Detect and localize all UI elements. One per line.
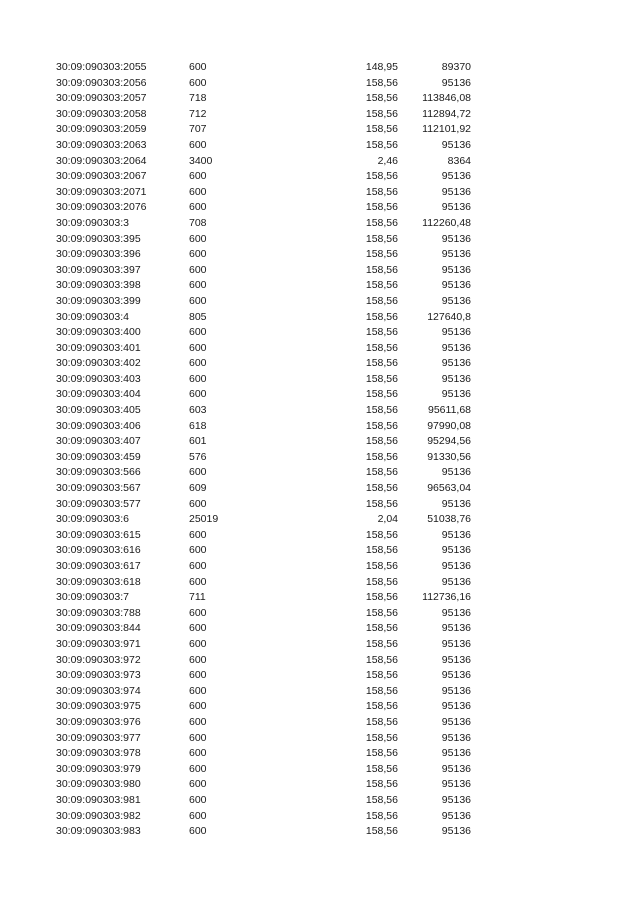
cadastral-number-cell: 30:09:090303:971 (56, 637, 141, 650)
value-cell: 95136 (441, 185, 471, 198)
table-row (0, 122, 640, 138)
cadastral-number-cell: 30:09:090303:459 (56, 450, 141, 463)
table-row (0, 278, 640, 294)
rate-cell: 158,56 (365, 263, 398, 276)
rate-cell: 158,56 (365, 279, 398, 292)
table-row (0, 793, 640, 809)
cadastral-number-cell: 30:09:090303:974 (56, 684, 141, 697)
area-cell: 805 (189, 310, 207, 323)
area-cell: 600 (189, 825, 207, 838)
rate-cell: 158,56 (365, 326, 398, 339)
table-row (0, 559, 640, 575)
cadastral-number-cell: 30:09:090303:983 (56, 825, 141, 838)
value-cell: 97990,08 (427, 419, 471, 432)
cadastral-number-cell: 30:09:090303:981 (56, 793, 141, 806)
area-cell: 601 (189, 435, 207, 448)
area-cell: 718 (189, 92, 207, 105)
value-cell: 112260,48 (422, 216, 471, 229)
cadastral-number-cell: 30:09:090303:407 (56, 435, 141, 448)
rate-cell: 158,56 (365, 123, 398, 136)
cadastral-number-cell: 30:09:090303:973 (56, 669, 141, 682)
cadastral-number-cell: 30:09:090303:2058 (56, 107, 147, 120)
cadastral-number-cell: 30:09:090303:2064 (56, 154, 147, 167)
area-cell: 618 (189, 419, 207, 432)
cadastral-number-cell: 30:09:090303:4 (56, 310, 129, 323)
cadastral-number-cell: 30:09:090303:577 (56, 497, 141, 510)
area-cell: 600 (189, 466, 207, 479)
value-cell: 91330,56 (427, 450, 471, 463)
cadastral-number-cell: 30:09:090303:979 (56, 762, 141, 775)
cadastral-number-cell: 30:09:090303:399 (56, 294, 141, 307)
value-cell: 95136 (441, 653, 471, 666)
table-row (0, 606, 640, 622)
value-cell: 95136 (441, 575, 471, 588)
cadastral-number-cell: 30:09:090303:972 (56, 653, 141, 666)
value-cell: 95136 (441, 201, 471, 214)
rate-cell: 158,56 (365, 637, 398, 650)
table-row (0, 715, 640, 731)
table-row (0, 497, 640, 513)
table-row (0, 263, 640, 279)
value-cell: 95136 (441, 762, 471, 775)
rate-cell: 158,56 (365, 653, 398, 666)
area-cell: 600 (189, 793, 207, 806)
table-row (0, 465, 640, 481)
rate-cell: 158,56 (365, 404, 398, 417)
rate-cell: 158,56 (365, 482, 398, 495)
area-cell: 600 (189, 326, 207, 339)
cadastral-number-cell: 30:09:090303:980 (56, 778, 141, 791)
rate-cell: 158,56 (365, 825, 398, 838)
table-row (0, 450, 640, 466)
rate-cell: 158,56 (365, 232, 398, 245)
value-cell: 95136 (441, 606, 471, 619)
table-row (0, 294, 640, 310)
cadastral-number-cell: 30:09:090303:976 (56, 715, 141, 728)
rate-cell: 158,56 (365, 372, 398, 385)
rate-cell: 158,56 (365, 560, 398, 572)
cadastral-number-cell: 30:09:090303:402 (56, 357, 141, 370)
area-cell: 600 (189, 263, 207, 276)
rate-cell: 148,95 (365, 61, 398, 73)
area-cell: 600 (189, 388, 207, 401)
table-row (0, 91, 640, 107)
value-cell: 51038,76 (427, 513, 471, 526)
cadastral-number-cell: 30:09:090303:982 (56, 809, 141, 822)
area-cell: 609 (189, 482, 207, 495)
area-cell: 600 (189, 669, 207, 682)
area-cell: 600 (189, 279, 207, 292)
table-row (0, 543, 640, 559)
rate-cell: 158,56 (365, 778, 398, 791)
rate-cell: 2,46 (377, 154, 398, 167)
area-cell: 600 (189, 138, 207, 151)
cadastral-number-cell: 30:09:090303:2059 (56, 123, 147, 136)
rate-cell: 158,56 (365, 700, 398, 713)
value-cell: 95136 (441, 497, 471, 510)
table-row (0, 512, 640, 528)
cadastral-number-cell: 30:09:090303:403 (56, 372, 141, 385)
value-cell: 89370 (441, 61, 471, 73)
rate-cell: 158,56 (365, 76, 398, 89)
table-row (0, 824, 640, 840)
table-row (0, 200, 640, 216)
value-cell: 95136 (441, 232, 471, 245)
cadastral-number-cell: 30:09:090303:616 (56, 544, 141, 557)
cadastral-number-cell: 30:09:090303:788 (56, 606, 141, 619)
value-cell: 8364 (447, 154, 471, 167)
rate-cell: 158,56 (365, 107, 398, 120)
rate-cell: 158,56 (365, 92, 398, 105)
rate-cell: 158,56 (365, 185, 398, 198)
area-cell: 600 (189, 809, 207, 822)
cadastral-number-cell: 30:09:090303:2071 (56, 185, 147, 198)
value-cell: 95136 (441, 326, 471, 339)
table-row (0, 809, 640, 825)
value-cell: 112736,16 (422, 591, 471, 604)
table-row (0, 232, 640, 248)
table-row (0, 356, 640, 372)
cadastral-number-cell: 30:09:090303:978 (56, 747, 141, 760)
area-cell: 600 (189, 357, 207, 370)
area-cell: 600 (189, 560, 207, 572)
area-cell: 600 (189, 341, 207, 354)
value-cell: 95136 (441, 731, 471, 744)
table-row (0, 169, 640, 185)
table-row (0, 668, 640, 684)
value-cell: 112894,72 (422, 107, 471, 120)
value-cell: 95611,68 (427, 404, 471, 417)
value-cell: 113846,08 (422, 92, 471, 105)
rate-cell: 158,56 (365, 684, 398, 697)
area-cell: 600 (189, 747, 207, 760)
value-cell: 95136 (441, 294, 471, 307)
cadastral-number-cell: 30:09:090303:7 (56, 591, 129, 604)
area-cell: 708 (189, 216, 207, 229)
rate-cell: 158,56 (365, 793, 398, 806)
cadastral-number-cell: 30:09:090303:618 (56, 575, 141, 588)
area-cell: 600 (189, 76, 207, 89)
area-cell: 600 (189, 294, 207, 307)
cadastral-number-cell: 30:09:090303:405 (56, 404, 141, 417)
table-row (0, 341, 640, 357)
rate-cell: 158,56 (365, 341, 398, 354)
value-cell: 95136 (441, 715, 471, 728)
rate-cell: 158,56 (365, 450, 398, 463)
cadastral-number-cell: 30:09:090303:397 (56, 263, 141, 276)
value-cell: 95136 (441, 341, 471, 354)
rate-cell: 158,56 (365, 731, 398, 744)
rate-cell: 158,56 (365, 419, 398, 432)
rate-cell: 158,56 (365, 248, 398, 261)
area-cell: 707 (189, 123, 207, 136)
table-row (0, 434, 640, 450)
rate-cell: 158,56 (365, 606, 398, 619)
value-cell: 95136 (441, 263, 471, 276)
table-row (0, 590, 640, 606)
rate-cell: 158,56 (365, 528, 398, 541)
table-row (0, 528, 640, 544)
cadastral-number-cell: 30:09:090303:404 (56, 388, 141, 401)
rate-cell: 158,56 (365, 622, 398, 635)
rate-cell: 158,56 (365, 669, 398, 682)
table-row (0, 621, 640, 637)
cadastral-number-cell: 30:09:090303:2056 (56, 76, 147, 89)
rate-cell: 158,56 (365, 388, 398, 401)
rate-cell: 158,56 (365, 357, 398, 370)
area-cell: 600 (189, 715, 207, 728)
value-cell: 95136 (441, 637, 471, 650)
value-cell: 95136 (441, 248, 471, 261)
rate-cell: 158,56 (365, 435, 398, 448)
value-cell: 95136 (441, 700, 471, 713)
rate-cell: 158,56 (365, 170, 398, 183)
area-cell: 600 (189, 762, 207, 775)
table-row (0, 247, 640, 263)
table-row (0, 403, 640, 419)
area-cell: 600 (189, 622, 207, 635)
value-cell: 95136 (441, 747, 471, 760)
area-cell: 600 (189, 248, 207, 261)
value-cell: 95136 (441, 372, 471, 385)
cadastral-number-cell: 30:09:090303:567 (56, 482, 141, 495)
area-cell: 3400 (189, 154, 213, 167)
cadastral-number-cell: 30:09:090303:975 (56, 700, 141, 713)
table-row (0, 699, 640, 715)
value-cell: 95136 (441, 793, 471, 806)
rate-cell: 158,56 (365, 544, 398, 557)
table-row (0, 762, 640, 778)
table-row (0, 310, 640, 326)
table-row (0, 76, 640, 92)
table-row (0, 154, 640, 170)
area-cell: 25019 (189, 513, 219, 526)
cadastral-number-cell: 30:09:090303:2057 (56, 92, 147, 105)
value-cell: 95136 (441, 388, 471, 401)
rate-cell: 158,56 (365, 466, 398, 479)
value-cell: 95136 (441, 669, 471, 682)
value-cell: 95136 (441, 357, 471, 370)
cadastral-number-cell: 30:09:090303:406 (56, 419, 141, 432)
area-cell: 600 (189, 170, 207, 183)
table-row (0, 107, 640, 123)
rate-cell: 158,56 (365, 809, 398, 822)
cadastral-number-cell: 30:09:090303:395 (56, 232, 141, 245)
area-cell: 711 (189, 591, 206, 604)
value-cell: 127640,8 (427, 310, 471, 323)
area-cell: 600 (189, 201, 207, 214)
rate-cell: 158,56 (365, 138, 398, 151)
rate-cell: 158,56 (365, 201, 398, 214)
area-cell: 600 (189, 528, 207, 541)
area-cell: 603 (189, 404, 207, 417)
area-cell: 600 (189, 575, 207, 588)
area-cell: 600 (189, 778, 207, 791)
data-table (0, 60, 640, 840)
value-cell: 95136 (441, 809, 471, 822)
value-cell: 95136 (441, 76, 471, 89)
table-row (0, 60, 640, 76)
area-cell: 600 (189, 232, 207, 245)
value-cell: 95136 (441, 778, 471, 791)
value-cell: 96563,04 (427, 482, 471, 495)
value-cell: 95136 (441, 138, 471, 151)
table-row (0, 481, 640, 497)
table-row (0, 387, 640, 403)
cadastral-number-cell: 30:09:090303:396 (56, 248, 141, 261)
rate-cell: 158,56 (365, 216, 398, 229)
table-row (0, 372, 640, 388)
value-cell: 95136 (441, 560, 471, 572)
cadastral-number-cell: 30:09:090303:617 (56, 560, 141, 572)
rate-cell: 158,56 (365, 715, 398, 728)
table-row (0, 731, 640, 747)
area-cell: 600 (189, 684, 207, 697)
cadastral-number-cell: 30:09:090303:6 (56, 513, 129, 526)
rate-cell: 158,56 (365, 762, 398, 775)
area-cell: 576 (189, 450, 207, 463)
cadastral-number-cell: 30:09:090303:401 (56, 341, 141, 354)
value-cell: 95136 (441, 528, 471, 541)
value-cell: 112101,92 (422, 123, 471, 136)
value-cell: 95136 (441, 622, 471, 635)
cadastral-number-cell: 30:09:090303:566 (56, 466, 141, 479)
value-cell: 95136 (441, 279, 471, 292)
cadastral-number-cell: 30:09:090303:2063 (56, 138, 147, 151)
cadastral-number-cell: 30:09:090303:977 (56, 731, 141, 744)
table-row (0, 185, 640, 201)
area-cell: 600 (189, 606, 207, 619)
area-cell: 600 (189, 653, 207, 666)
rate-cell: 158,56 (365, 591, 398, 604)
area-cell: 600 (189, 372, 207, 385)
cadastral-number-cell: 30:09:090303:2055 (56, 61, 147, 73)
value-cell: 95136 (441, 544, 471, 557)
table-row (0, 777, 640, 793)
table-row (0, 419, 640, 435)
table-row (0, 216, 640, 232)
table-row (0, 684, 640, 700)
area-cell: 600 (189, 61, 207, 73)
table-row (0, 653, 640, 669)
table-row (0, 637, 640, 653)
rate-cell: 2,04 (377, 513, 398, 526)
rate-cell: 158,56 (365, 294, 398, 307)
table-row (0, 575, 640, 591)
value-cell: 95136 (441, 825, 471, 838)
table-row (0, 138, 640, 154)
cadastral-number-cell: 30:09:090303:2067 (56, 170, 147, 183)
value-cell: 95136 (441, 466, 471, 479)
area-cell: 600 (189, 185, 207, 198)
value-cell: 95294,56 (427, 435, 471, 448)
table-row (0, 325, 640, 341)
area-cell: 600 (189, 544, 207, 557)
rate-cell: 158,56 (365, 747, 398, 760)
value-cell: 95136 (441, 170, 471, 183)
rate-cell: 158,56 (365, 497, 398, 510)
value-cell: 95136 (441, 684, 471, 697)
rate-cell: 158,56 (365, 575, 398, 588)
area-cell: 600 (189, 731, 207, 744)
area-cell: 600 (189, 700, 207, 713)
cadastral-number-cell: 30:09:090303:400 (56, 326, 141, 339)
area-cell: 600 (189, 497, 207, 510)
cadastral-number-cell: 30:09:090303:2076 (56, 201, 147, 214)
cadastral-number-cell: 30:09:090303:844 (56, 622, 141, 635)
cadastral-number-cell: 30:09:090303:615 (56, 528, 141, 541)
cadastral-number-cell: 30:09:090303:398 (56, 279, 141, 292)
table-row (0, 746, 640, 762)
rate-cell: 158,56 (365, 310, 398, 323)
area-cell: 712 (189, 107, 207, 120)
area-cell: 600 (189, 637, 207, 650)
cadastral-number-cell: 30:09:090303:3 (56, 216, 129, 229)
